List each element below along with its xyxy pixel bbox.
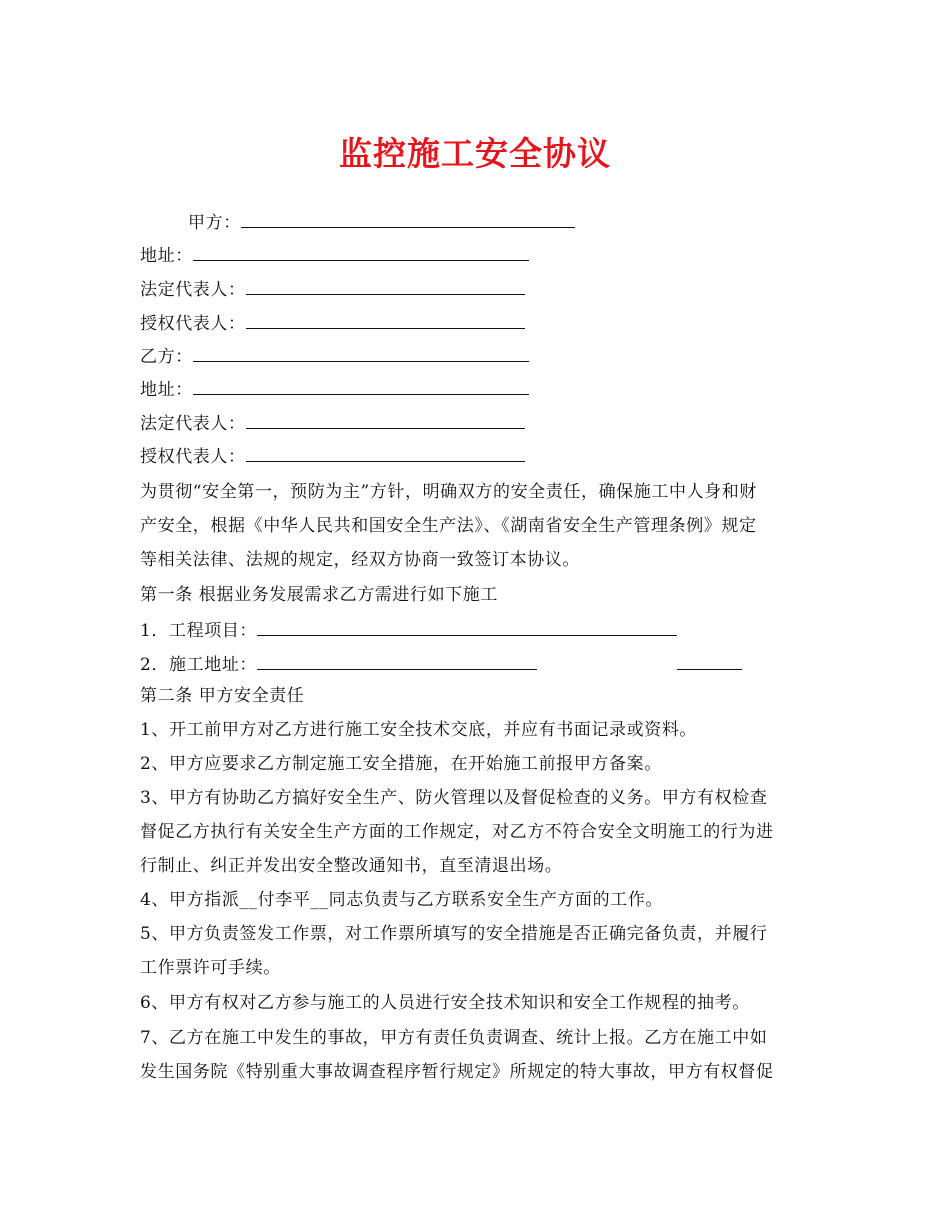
article2-line: 发生国务院《特别重大事故调查程序暂行规定》所规定的特大事故，甲方有权督促 <box>140 1062 774 1082</box>
article2-line: 5、甲方负责签发工作票，对工作票所填写的安全措施是否正确完备负责，并履行 <box>140 924 768 944</box>
site-address-label: 2．施工地址： <box>140 655 258 675</box>
party-b-auth-rep-label: 授权代表人： <box>140 447 246 467</box>
preamble-line: 产安全，根据《中华人民共和国安全生产法》、《湖南省安全生产管理条例》规定 <box>140 516 757 536</box>
party-b-legal-rep-blank <box>246 412 525 429</box>
article2-line: 3、甲方有协助乙方搞好安全生产、防火管理以及督促检查的义务。甲方有权检查 <box>140 788 768 808</box>
party-a-legal-rep-label: 法定代表人： <box>140 280 246 300</box>
article2-line: 行制止、纠正并发出安全整改通知书，直至清退出场。 <box>140 856 563 876</box>
party-a-line <box>188 211 575 233</box>
party-a-auth-rep-label: 授权代表人： <box>140 314 246 334</box>
party-b-address-label: 地址： <box>140 380 193 400</box>
article2-line: 6、甲方有权对乙方参与施工的人员进行安全技术知识和安全工作规程的抽考。 <box>140 993 750 1013</box>
party-a-label: 甲方： <box>188 213 241 233</box>
party-b-address-line <box>140 378 529 400</box>
item4-prefix: 4、甲方指派 <box>140 890 240 910</box>
party-b-label: 乙方： <box>140 347 193 367</box>
site-address-blank <box>257 653 537 670</box>
designated-person: __付李平__ <box>239 890 329 910</box>
article1-item2-line <box>140 653 742 675</box>
party-b-line <box>140 345 529 367</box>
party-b-blank <box>193 345 529 362</box>
article2-line: 7、乙方在施工中发生的事故，甲方有责任负责调查、统计上报。乙方在施工中如 <box>140 1028 768 1048</box>
party-a-auth-rep-blank <box>246 312 525 329</box>
party-a-address-line <box>140 244 529 266</box>
party-b-legal-rep-line <box>140 412 525 434</box>
article2-line: 督促乙方执行有关安全生产方面的工作规定，对乙方不符合安全文明施工的行为进 <box>140 822 774 842</box>
article2-line: 2、甲方应要求乙方制定施工安全措施，在开始施工前报甲方备案。 <box>140 754 662 774</box>
party-b-address-blank <box>193 378 529 395</box>
site-address-blank-2 <box>677 653 742 670</box>
article1-item1-line <box>140 619 677 641</box>
party-b-auth-rep-line <box>140 445 525 467</box>
article1-heading: 第一条 根据业务发展需求乙方需进行如下施工 <box>140 585 499 605</box>
article2-line: 1、开工前甲方对乙方进行施工安全技术交底，并应有书面记录或资料。 <box>140 720 698 740</box>
preamble-line: 等相关法律、法规的规定，经双方协商一致签订本协议。 <box>140 550 580 570</box>
party-b-auth-rep-blank <box>246 445 525 462</box>
article2-heading: 第二条 甲方安全责任 <box>140 686 305 706</box>
party-a-blank <box>241 211 575 228</box>
article2-line: 工作票许可手续。 <box>140 958 281 978</box>
party-a-legal-rep-line <box>140 278 525 300</box>
party-b-legal-rep-label: 法定代表人： <box>140 414 246 434</box>
preamble-line: 为贯彻“安全第一，预防为主”方针，明确双方的安全责任，确保施工中人身和财 <box>140 482 757 502</box>
party-a-address-label: 地址： <box>140 246 193 266</box>
project-label: 1．工程项目： <box>140 621 258 641</box>
project-blank <box>257 619 677 636</box>
party-a-legal-rep-blank <box>246 278 525 295</box>
item4-suffix: 同志负责与乙方联系安全生产方面的工作。 <box>328 890 664 910</box>
party-a-address-blank <box>193 244 529 261</box>
document-title: 监控施工安全协议 <box>339 134 611 173</box>
article2-item4-line <box>140 890 663 910</box>
party-a-auth-rep-line <box>140 312 525 334</box>
